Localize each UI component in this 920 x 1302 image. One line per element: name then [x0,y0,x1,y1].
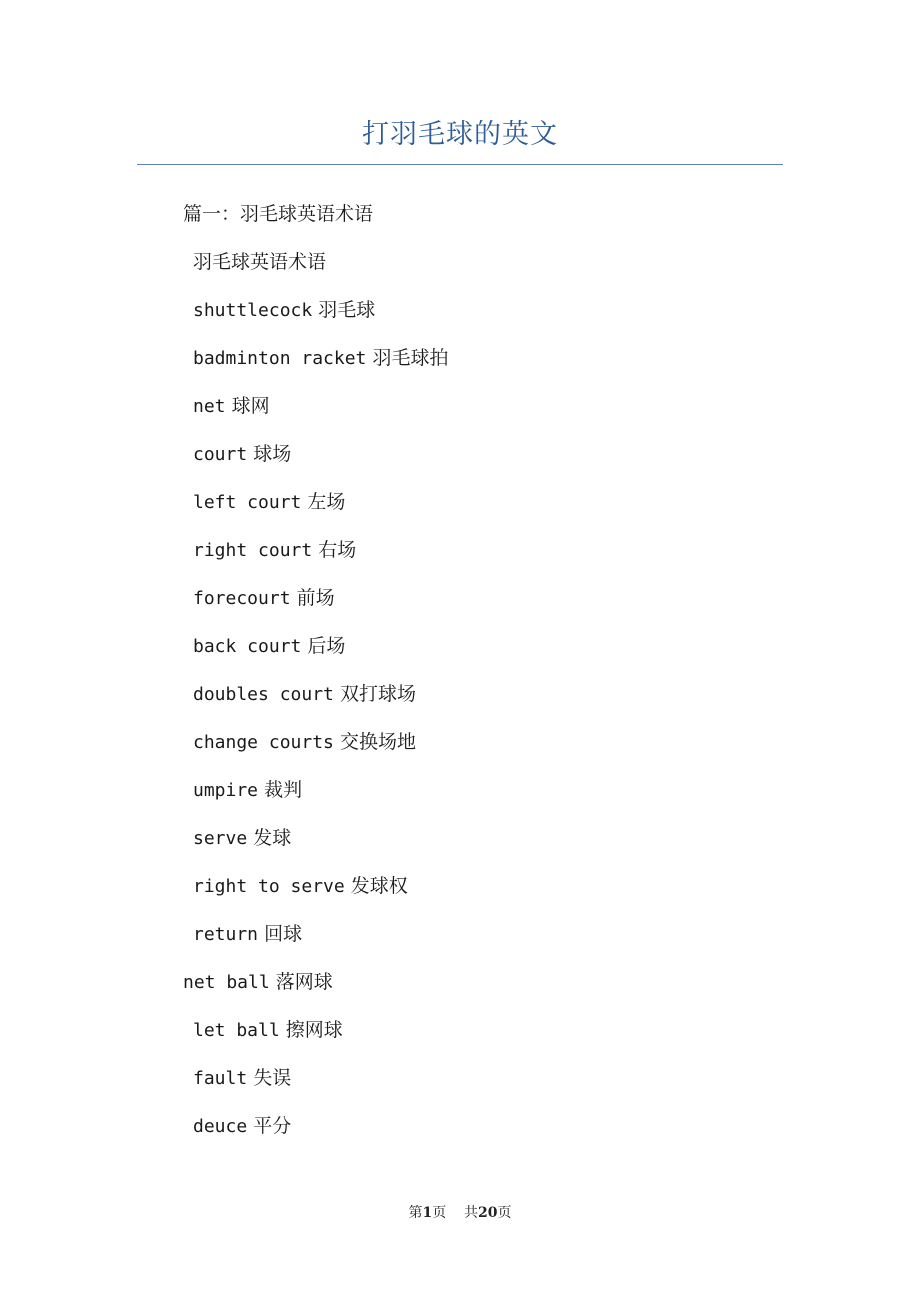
term-row [193,286,375,334]
term-row [193,814,291,862]
term-english: back court [193,636,302,657]
term-english: doubles court [193,684,334,705]
term-row [193,1054,291,1102]
total-pages-prefix: 共 [464,1205,479,1221]
term-row [193,1006,343,1054]
term-row [193,382,270,430]
term-english: let ball [193,1020,280,1041]
term-english: court [193,444,248,465]
page-footer [0,1202,920,1222]
term-english: deuce [193,1116,248,1137]
term-english: return [193,924,259,945]
term-row [183,958,333,1006]
term-english: net [193,396,226,417]
term-english: shuttlecock [193,300,313,321]
term-chinese: 后场 [307,635,346,657]
term-english: net ball [183,972,270,993]
term-row [193,862,408,910]
term-chinese: 回球 [264,923,303,945]
term-english: right court [193,540,313,561]
term-chinese: 左场 [307,491,346,513]
term-chinese: 球场 [253,443,292,465]
term-english: change courts [193,732,334,753]
title-divider [137,164,783,165]
term-row [193,1102,291,1150]
term-english: badminton racket [193,348,367,369]
term-row [193,478,345,526]
page-number: 1 [422,1205,433,1221]
term-chinese: 球网 [231,395,270,417]
term-row [193,334,448,382]
term-english: umpire [193,780,259,801]
term-chinese: 右场 [318,539,357,561]
total-pages: 20 [478,1205,498,1221]
term-english: forecourt [193,588,291,609]
term-chinese: 擦网球 [285,1019,343,1041]
total-pages-suffix: 页 [497,1205,512,1221]
section-heading: 篇一：羽毛球英语术语 [183,203,374,225]
term-chinese: 羽毛球拍 [372,347,449,369]
document-title: 打羽毛球的英文 [362,119,558,150]
term-english: left court [193,492,302,513]
term-row [193,526,356,574]
term-row [193,910,302,958]
subheading: 羽毛球英语术语 [193,251,327,273]
term-row [193,766,302,814]
term-row [193,670,416,718]
term-chinese: 平分 [253,1115,292,1137]
term-chinese: 失误 [253,1067,292,1089]
term-english: right to serve [193,876,345,897]
page-number-suffix: 页 [432,1205,447,1221]
term-chinese: 羽毛球 [318,299,376,321]
term-chinese: 前场 [296,587,335,609]
term-chinese: 发球 [253,827,292,849]
term-chinese: 发球权 [350,875,408,897]
term-chinese: 双打球场 [339,683,416,705]
term-row [193,574,335,622]
term-row [193,718,416,766]
page-number-prefix: 第 [408,1205,423,1221]
term-chinese: 交换场地 [339,731,416,753]
term-chinese: 裁判 [264,779,303,801]
term-english: serve [193,828,248,849]
term-row [193,430,291,478]
term-english: fault [193,1068,248,1089]
term-chinese: 落网球 [275,971,333,993]
term-row [193,622,345,670]
